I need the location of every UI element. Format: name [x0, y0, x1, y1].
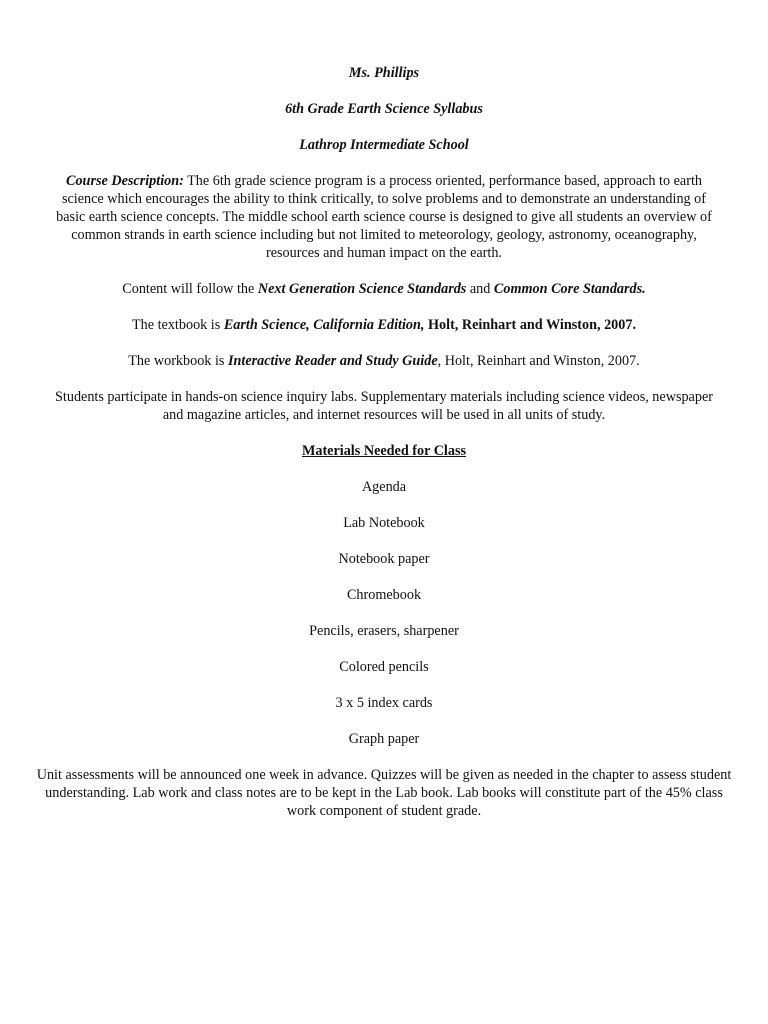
content-standards	[36, 280, 732, 298]
textbook-title: Earth Science, California Edition,	[223, 317, 425, 333]
course-description-text: The 6th grade science program is a process oriented, performance based, approach to earth science which encourages the ability to think critically, to solve problems and to demonstrate an understanding of basic earth science concepts. The middle school earth science course is designed to give all students an overview of common strands in earth science including but not limited to meteorology, geology, astronomy, oceanography, resources and human impact on the earth.	[56, 173, 712, 261]
materials-item: 3 x 5 index cards	[335, 695, 433, 711]
standard-ngss: Next Generation Science Standards	[257, 281, 467, 297]
workbook-prefix: The workbook is	[128, 353, 228, 369]
materials-item: Chromebook	[346, 587, 422, 603]
materials-item: Pencils, erasers, sharpener	[309, 623, 459, 639]
workbook-line	[36, 352, 732, 370]
content-prefix: Content will follow the	[122, 281, 258, 297]
materials-item: Colored pencils	[339, 659, 429, 675]
textbook-line	[36, 316, 732, 334]
labs-paragraph: Students participate in hands-on science inquiry labs. Supplementary materials including science videos, newspaper and magazine articles, and internet resources will be used in all units of study.	[55, 389, 713, 423]
content-and: and	[466, 281, 494, 297]
course-title: 6th Grade Earth Science Syllabus	[285, 101, 483, 117]
materials-heading: Materials Needed for Class	[301, 443, 467, 459]
materials-item: Graph paper	[348, 731, 420, 747]
course-description	[36, 172, 732, 262]
workbook-publisher: , Holt, Reinhart and Winston, 2007.	[437, 353, 640, 369]
materials-item: Notebook paper	[338, 551, 430, 567]
materials-list	[36, 478, 732, 748]
textbook-publisher: Holt, Reinhart and Winston, 2007.	[424, 317, 636, 333]
workbook-title: Interactive Reader and Study Guide	[227, 353, 438, 369]
materials-item: Lab Notebook	[343, 515, 425, 531]
course-description-label: Course Description:	[66, 173, 184, 189]
materials-item: Agenda	[361, 479, 407, 495]
school-name: Lathrop Intermediate School	[299, 137, 469, 153]
teacher-name: Ms. Phillips	[348, 65, 420, 81]
textbook-prefix: The textbook is	[132, 317, 224, 333]
assessment-paragraph: Unit assessments will be announced one week in advance. Quizzes will be given as needed in the chapter to assess student understanding. Lab work and class notes are to be kept in the Lab book. Lab books will constitute part of the 45% class work component of student grade.	[36, 767, 732, 819]
standard-common-core: Common Core Standards.	[493, 281, 646, 297]
